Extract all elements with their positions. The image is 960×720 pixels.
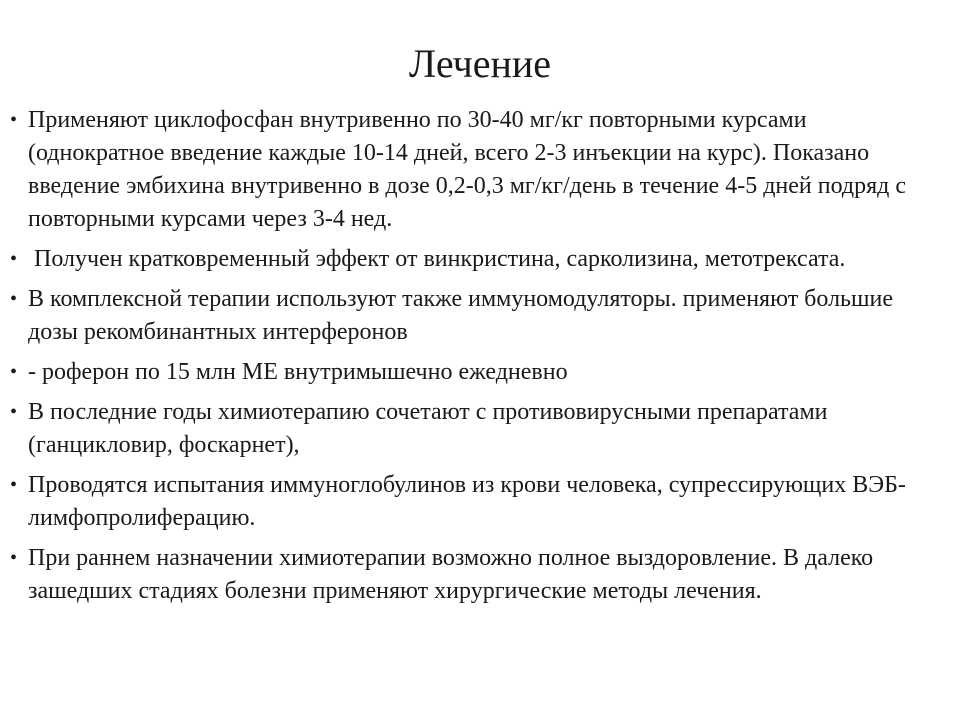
bullet-text: Применяют циклофосфан внутривенно по 30-40 мг/кг повторными курсами (однократное введение каждые 10-14 дней, всего 2-3 инъекции на курс). Показано введение эмбихина внутривенно в дозе 0,2-0,3 мг/кг/день в течение 4-5 дней подряд с повторными курсами через 3-4 нед. — [28, 107, 907, 232]
bullet-icon: • — [10, 248, 18, 270]
bullet-icon: • — [10, 288, 18, 310]
bullet-item-2 — [10, 243, 945, 276]
bullet-icon: • — [10, 361, 18, 383]
bullet-item-3 — [10, 283, 945, 349]
slide-title: Лечение — [408, 41, 552, 86]
bullet-text: Получен кратковременный эффект от винкристина, сарколизина, метотрексата. — [28, 246, 846, 272]
bullet-text: В последние годы химиотерапию сочетают с противовирусными препаратами (ганцикловир, фоскарнет), — [28, 399, 828, 458]
bullet-item-5 — [10, 396, 945, 462]
bullet-text: Проводятся испытания иммуноглобулинов из крови человека, супрессирующих ВЭБ-лимфопролиферацию. — [28, 472, 906, 531]
bullet-text: В комплексной терапии используют также иммуномодуляторы. применяют большие дозы рекомбинантных интерферонов — [28, 286, 893, 345]
bullet-text: При раннем назначении химиотерапии возможно полное выздоровление. В далеко зашедших стадиях болезни применяют хирургические методы лечения. — [28, 545, 874, 604]
bullet-list — [10, 104, 945, 615]
bullet-item-1 — [10, 104, 945, 236]
bullet-icon: • — [10, 401, 18, 423]
bullet-icon: • — [10, 547, 18, 569]
bullet-item-4 — [10, 356, 945, 389]
bullet-item-7 — [10, 542, 945, 608]
bullet-text: - роферон по 15 млн МЕ внутримышечно ежедневно — [28, 359, 568, 385]
bullet-icon: • — [10, 474, 18, 496]
bullet-icon: • — [10, 109, 18, 131]
bullet-item-6 — [10, 469, 945, 535]
